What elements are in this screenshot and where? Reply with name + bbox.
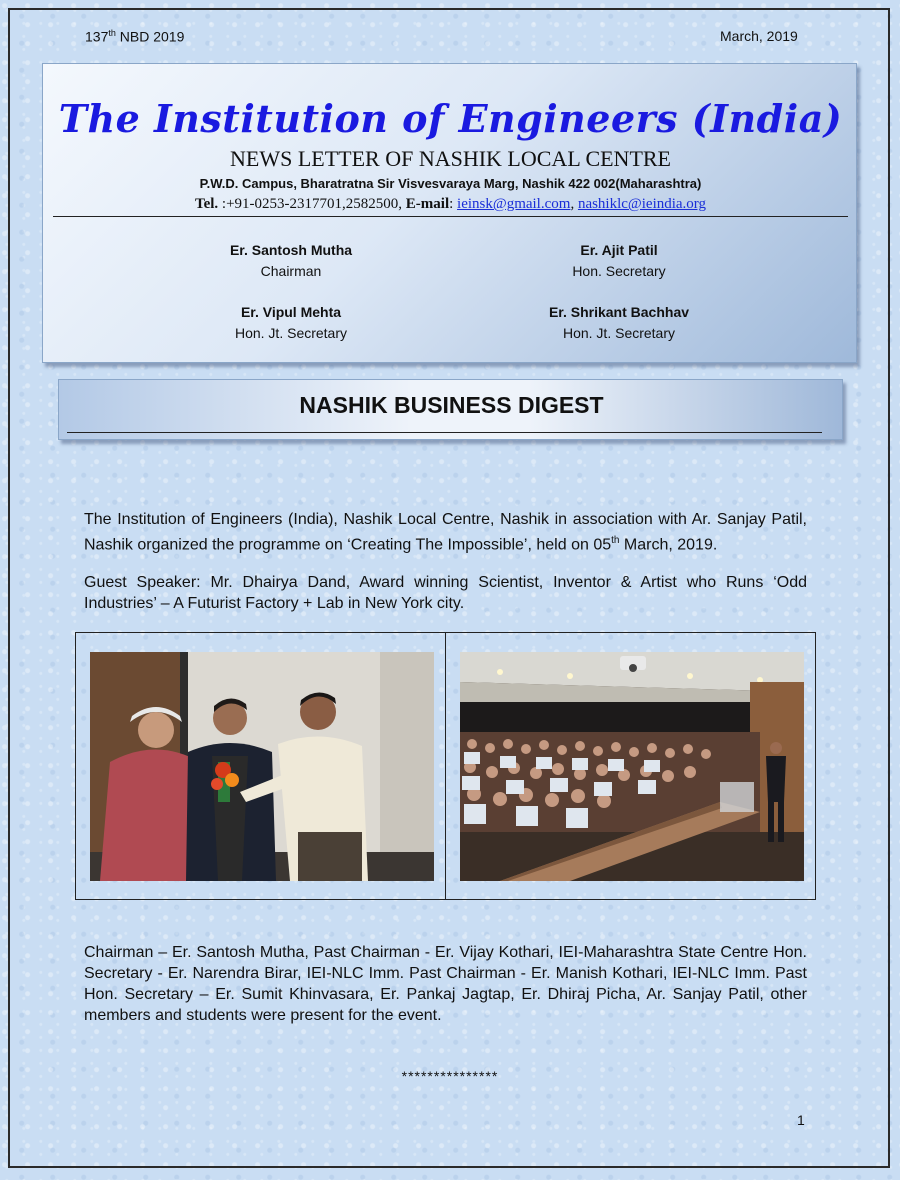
tel-label: Tel. — [194, 196, 219, 212]
tel-value: :+91-0253-2317701,2582500, — [218, 196, 406, 212]
page-number: 1 — [797, 1112, 805, 1128]
officer-name: Er. Shrikant Bachhav — [548, 304, 690, 320]
email-separator: : — [449, 196, 458, 212]
email-comma: , — [570, 196, 578, 212]
header-divider — [53, 216, 848, 217]
officer-name: Er. Ajit Patil — [580, 242, 658, 258]
email-link-1[interactable]: ieinsk@gmail.com — [457, 196, 571, 212]
email-label: E-mail — [405, 196, 450, 212]
officer-role: Hon. Jt. Secretary — [234, 325, 348, 341]
contact-line — [43, 196, 858, 213]
masthead — [42, 63, 857, 363]
officer-role: Hon. Jt. Secretary — [562, 325, 676, 341]
digest-divider — [67, 432, 822, 433]
officer-chairman — [161, 240, 421, 282]
officer-role: Chairman — [260, 263, 322, 279]
officer-name: Er. Vipul Mehta — [240, 304, 342, 320]
officer-name: Er. Santosh Mutha — [229, 242, 353, 258]
attendees-paragraph: Chairman – Er. Santosh Mutha, Past Chairman - Er. Vijay Kothari, IEI-Maharashtra State Centre Hon. Secretary - Er. Narendra Birar, IEI-NLC Imm. Past Chairman - Er. Manish Kothari, IEI-NLC Imm. Past Hon. Secretary – Er. Sumit Khinvasara, Er. Pankaj Jagtap, Er. Dhiraj Picha, Ar. Sanjay Patil, other members and students were present for the event. — [84, 944, 807, 1024]
issue-number — [85, 28, 184, 45]
date-suffix: th — [611, 535, 620, 546]
end-marker: *************** — [401, 1068, 499, 1084]
email-link-2[interactable]: nashiklc@ieindia.org — [577, 196, 707, 212]
institution-title: The Institution of Engineers (India) — [58, 96, 843, 141]
officer-role: Hon. Secretary — [572, 263, 666, 279]
intro-text: The Institution of Engineers (India), Nashik Local Centre, Nashik in association with Ar. Sanjay Patil, Nashik organized the programme on ‘Creating The Impossible’, held on 05 — [84, 511, 807, 554]
address: P.W.D. Campus, Bharatratna Sir Visvesvaraya Marg, Nashik 422 002(Maharashtra) — [199, 176, 702, 191]
issue-number-value: 137 — [85, 28, 109, 45]
newsletter-subtitle: NEWS LETTER OF NASHIK LOCAL CENTRE — [230, 146, 671, 171]
issue-date: March, 2019 — [720, 28, 798, 44]
digest-banner — [58, 379, 843, 440]
digest-title: NASHIK BUSINESS DIGEST — [299, 392, 604, 418]
auditorium-photo — [460, 652, 804, 881]
issue-number-suffix: th — [108, 28, 116, 38]
issue-label: NBD 2019 — [119, 28, 185, 45]
officer-jt-secretary-1 — [161, 302, 421, 344]
officer-jt-secretary-2 — [489, 302, 749, 344]
felicitation-photo — [90, 652, 434, 881]
photo-table-divider — [445, 632, 446, 900]
guest-speaker-paragraph: Guest Speaker: Mr. Dhairya Dand, Award winning Scientist, Inventor & Artist who Runs ‘Odd Industries’ – A Futurist Factory + Lab in New York city. — [84, 574, 807, 612]
officer-secretary — [489, 240, 749, 282]
intro-text-end: March, 2019. — [619, 536, 718, 554]
intro-paragraph — [84, 509, 807, 555]
